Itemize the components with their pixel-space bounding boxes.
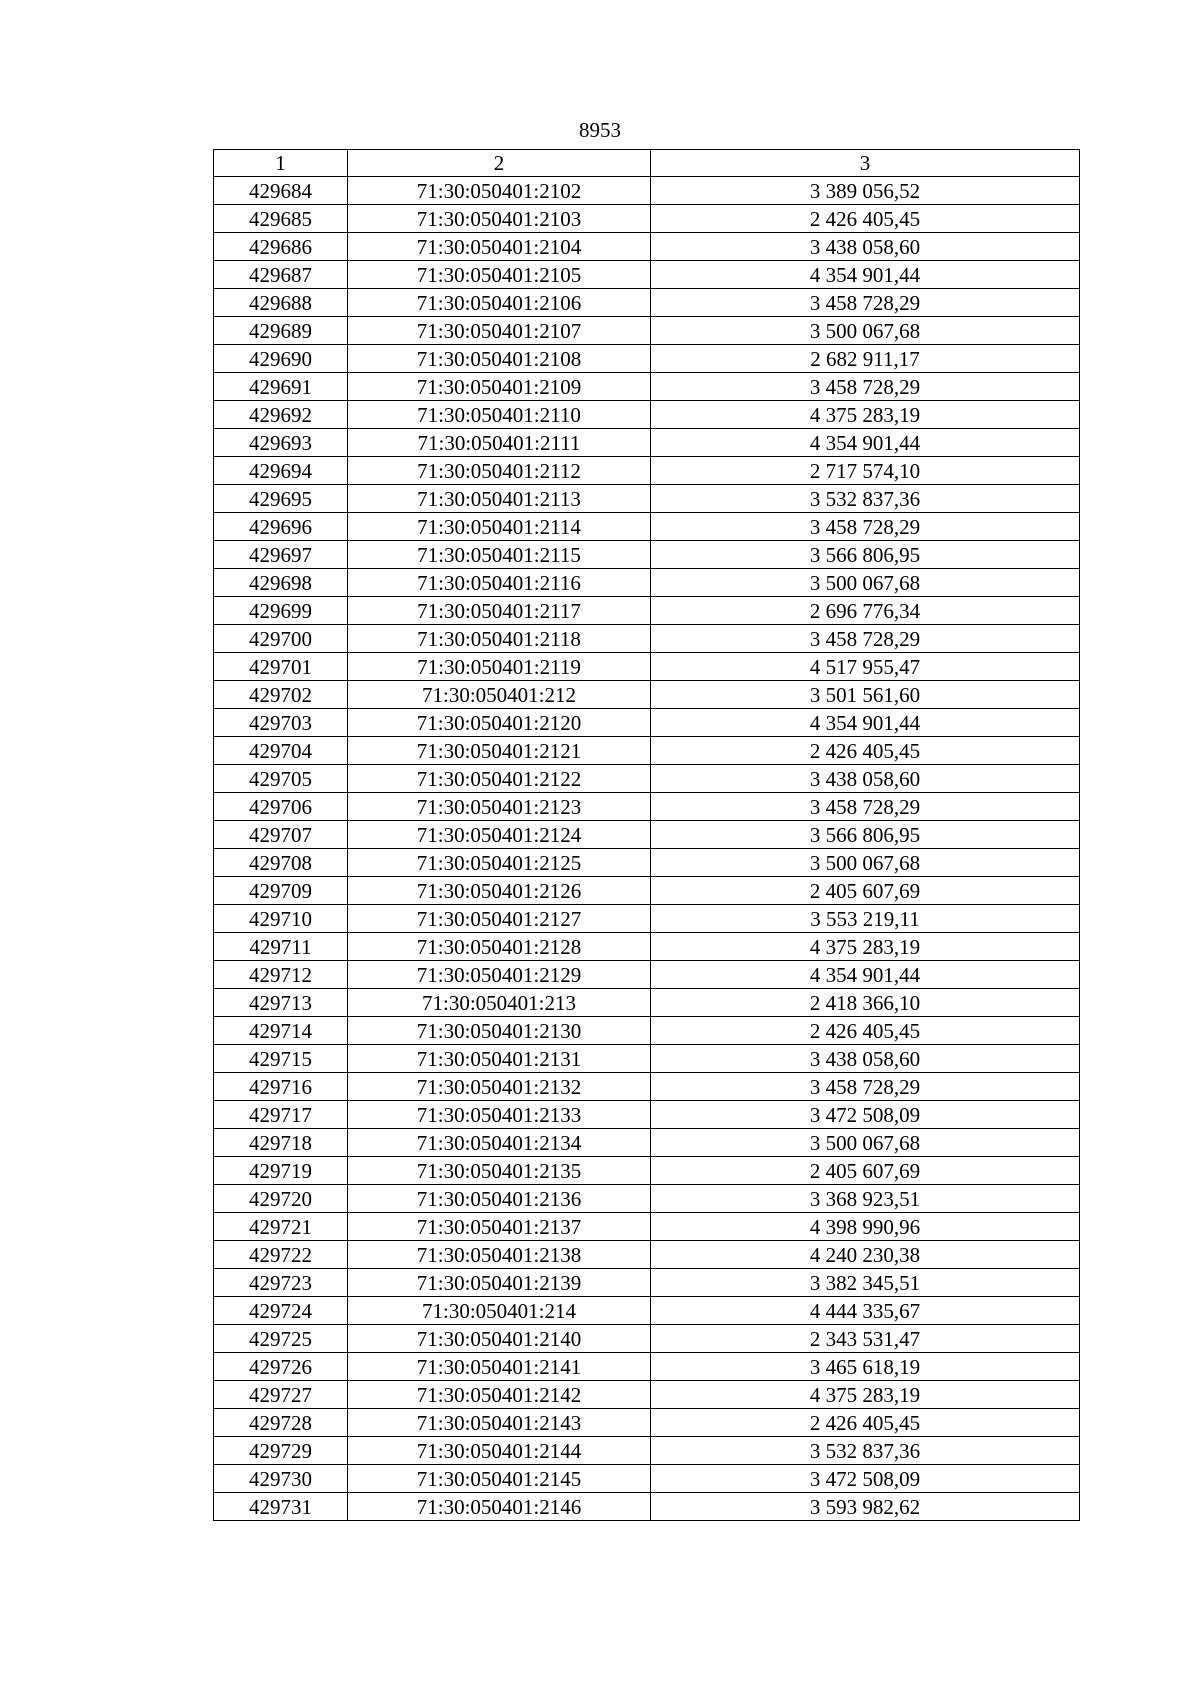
- row-number-cell: 429729: [214, 1437, 348, 1465]
- table-body: [214, 177, 1080, 1521]
- table-row: [214, 849, 1080, 877]
- row-number-cell: 429724: [214, 1297, 348, 1325]
- cadastral-number-cell: 71:30:050401:2131: [348, 1045, 651, 1073]
- cadastral-number-cell: 71:30:050401:2116: [348, 569, 651, 597]
- cadastral-value-cell: 3 458 728,29: [651, 513, 1080, 541]
- cadastral-number-cell: 71:30:050401:2121: [348, 737, 651, 765]
- cadastral-value-cell: 2 405 607,69: [651, 877, 1080, 905]
- table-row: [214, 205, 1080, 233]
- cadastral-number-cell: 71:30:050401:2137: [348, 1213, 651, 1241]
- cadastral-value-cell: 3 389 056,52: [651, 177, 1080, 205]
- table-row: [214, 877, 1080, 905]
- row-number-cell: 429708: [214, 849, 348, 877]
- cadastral-number-cell: 71:30:050401:2120: [348, 709, 651, 737]
- table-row: [214, 513, 1080, 541]
- cadastral-number-cell: 71:30:050401:2133: [348, 1101, 651, 1129]
- row-number-cell: 429723: [214, 1269, 348, 1297]
- table-row: [214, 793, 1080, 821]
- row-number-cell: 429719: [214, 1157, 348, 1185]
- row-number-cell: 429699: [214, 597, 348, 625]
- table-row: [214, 905, 1080, 933]
- cadastral-number-cell: 71:30:050401:2124: [348, 821, 651, 849]
- row-number-cell: 429700: [214, 625, 348, 653]
- cadastral-number-cell: 71:30:050401:2126: [348, 877, 651, 905]
- cadastral-value-cell: 2 426 405,45: [651, 1017, 1080, 1045]
- cadastral-value-cell: 3 438 058,60: [651, 233, 1080, 261]
- table-row: [214, 653, 1080, 681]
- row-number-cell: 429725: [214, 1325, 348, 1353]
- cadastral-value-cell: 3 593 982,62: [651, 1493, 1080, 1521]
- cadastral-number-cell: 71:30:050401:2112: [348, 457, 651, 485]
- cadastral-value-cell: 3 532 837,36: [651, 1437, 1080, 1465]
- column-header-3: 3: [651, 150, 1080, 177]
- row-number-cell: 429686: [214, 233, 348, 261]
- row-number-cell: 429726: [214, 1353, 348, 1381]
- cadastral-number-cell: 71:30:050401:2143: [348, 1409, 651, 1437]
- cadastral-value-cell: 2 682 911,17: [651, 345, 1080, 373]
- cadastral-number-cell: 71:30:050401:2140: [348, 1325, 651, 1353]
- cadastral-value-cell: 3 458 728,29: [651, 793, 1080, 821]
- cadastral-number-cell: 71:30:050401:2138: [348, 1241, 651, 1269]
- cadastral-value-cell: 2 426 405,45: [651, 737, 1080, 765]
- table-row: [214, 681, 1080, 709]
- cadastral-value-cell: 3 500 067,68: [651, 569, 1080, 597]
- row-number-cell: 429685: [214, 205, 348, 233]
- row-number-cell: 429702: [214, 681, 348, 709]
- row-number-cell: 429696: [214, 513, 348, 541]
- cadastral-value-cell: 2 426 405,45: [651, 1409, 1080, 1437]
- table-row: [214, 989, 1080, 1017]
- table-row: [214, 1241, 1080, 1269]
- cadastral-number-cell: 71:30:050401:212: [348, 681, 651, 709]
- row-number-cell: 429688: [214, 289, 348, 317]
- table-row: [214, 765, 1080, 793]
- cadastral-value-cell: 3 532 837,36: [651, 485, 1080, 513]
- cadastral-number-cell: 71:30:050401:2135: [348, 1157, 651, 1185]
- cadastral-value-cell: 4 354 901,44: [651, 261, 1080, 289]
- cadastral-value-cell: 3 438 058,60: [651, 1045, 1080, 1073]
- row-number-cell: 429695: [214, 485, 348, 513]
- row-number-cell: 429693: [214, 429, 348, 457]
- row-number-cell: 429731: [214, 1493, 348, 1521]
- table-row: [214, 1045, 1080, 1073]
- table-row: [214, 961, 1080, 989]
- cadastral-number-cell: 71:30:050401:2130: [348, 1017, 651, 1045]
- row-number-cell: 429728: [214, 1409, 348, 1437]
- cadastral-value-cell: 4 444 335,67: [651, 1297, 1080, 1325]
- table-row: [214, 1493, 1080, 1521]
- row-number-cell: 429712: [214, 961, 348, 989]
- table-row: [214, 1381, 1080, 1409]
- table-row: [214, 1325, 1080, 1353]
- table-row: [214, 261, 1080, 289]
- cadastral-number-cell: 71:30:050401:2113: [348, 485, 651, 513]
- cadastral-value-cell: 3 566 806,95: [651, 541, 1080, 569]
- cadastral-number-cell: 71:30:050401:2129: [348, 961, 651, 989]
- cadastral-value-cell: 3 465 618,19: [651, 1353, 1080, 1381]
- cadastral-value-cell: 3 368 923,51: [651, 1185, 1080, 1213]
- row-number-cell: 429720: [214, 1185, 348, 1213]
- table-row: [214, 345, 1080, 373]
- cadastral-value-cell: 3 458 728,29: [651, 373, 1080, 401]
- row-number-cell: 429701: [214, 653, 348, 681]
- table-header-row: [214, 150, 1080, 177]
- cadastral-number-cell: 71:30:050401:2127: [348, 905, 651, 933]
- row-number-cell: 429711: [214, 933, 348, 961]
- cadastral-number-cell: 71:30:050401:2115: [348, 541, 651, 569]
- cadastral-number-cell: 71:30:050401:2108: [348, 345, 651, 373]
- cadastral-number-cell: 71:30:050401:2102: [348, 177, 651, 205]
- table-row: [214, 1073, 1080, 1101]
- table-row: [214, 933, 1080, 961]
- table-row: [214, 1297, 1080, 1325]
- table-row: [214, 821, 1080, 849]
- cadastral-value-cell: 3 438 058,60: [651, 765, 1080, 793]
- table-row: [214, 569, 1080, 597]
- table-row: [214, 1101, 1080, 1129]
- cadastral-number-cell: 71:30:050401:2119: [348, 653, 651, 681]
- cadastral-value-cell: 3 382 345,51: [651, 1269, 1080, 1297]
- cadastral-value-cell: 3 500 067,68: [651, 317, 1080, 345]
- row-number-cell: 429687: [214, 261, 348, 289]
- table-row: [214, 1213, 1080, 1241]
- table-row: [214, 429, 1080, 457]
- cadastral-number-cell: 71:30:050401:2107: [348, 317, 651, 345]
- cadastral-value-cell: 4 354 901,44: [651, 429, 1080, 457]
- cadastral-value-cell: 4 375 283,19: [651, 933, 1080, 961]
- cadastral-number-cell: 71:30:050401:2128: [348, 933, 651, 961]
- table-row: [214, 177, 1080, 205]
- row-number-cell: 429692: [214, 401, 348, 429]
- cadastral-value-cell: 4 240 230,38: [651, 1241, 1080, 1269]
- table-row: [214, 1465, 1080, 1493]
- cadastral-value-table: [213, 149, 1080, 1521]
- cadastral-value-cell: 2 426 405,45: [651, 205, 1080, 233]
- row-number-cell: 429714: [214, 1017, 348, 1045]
- row-number-cell: 429684: [214, 177, 348, 205]
- column-header-1: 1: [214, 150, 348, 177]
- row-number-cell: 429707: [214, 821, 348, 849]
- table-row: [214, 709, 1080, 737]
- cadastral-number-cell: 71:30:050401:2109: [348, 373, 651, 401]
- table-row: [214, 1017, 1080, 1045]
- cadastral-number-cell: 71:30:050401:2146: [348, 1493, 651, 1521]
- row-number-cell: 429715: [214, 1045, 348, 1073]
- table-row: [214, 1437, 1080, 1465]
- cadastral-number-cell: 71:30:050401:2134: [348, 1129, 651, 1157]
- cadastral-value-cell: 3 553 219,11: [651, 905, 1080, 933]
- column-header-2: 2: [348, 150, 651, 177]
- cadastral-number-cell: 71:30:050401:2145: [348, 1465, 651, 1493]
- cadastral-value-cell: 4 517 955,47: [651, 653, 1080, 681]
- table-row: [214, 1353, 1080, 1381]
- table-row: [214, 1185, 1080, 1213]
- cadastral-number-cell: 71:30:050401:2104: [348, 233, 651, 261]
- cadastral-value-cell: 4 375 283,19: [651, 401, 1080, 429]
- row-number-cell: 429697: [214, 541, 348, 569]
- cadastral-number-cell: 71:30:050401:2139: [348, 1269, 651, 1297]
- row-number-cell: 429698: [214, 569, 348, 597]
- row-number-cell: 429716: [214, 1073, 348, 1101]
- table-row: [214, 317, 1080, 345]
- row-number-cell: 429709: [214, 877, 348, 905]
- row-number-cell: 429722: [214, 1241, 348, 1269]
- table-row: [214, 289, 1080, 317]
- table-row: [214, 373, 1080, 401]
- cadastral-value-cell: 4 375 283,19: [651, 1381, 1080, 1409]
- row-number-cell: 429689: [214, 317, 348, 345]
- cadastral-number-cell: 71:30:050401:2144: [348, 1437, 651, 1465]
- cadastral-value-cell: 3 458 728,29: [651, 1073, 1080, 1101]
- table-row: [214, 737, 1080, 765]
- cadastral-value-cell: 3 566 806,95: [651, 821, 1080, 849]
- cadastral-value-cell: 4 354 901,44: [651, 961, 1080, 989]
- table-row: [214, 485, 1080, 513]
- row-number-cell: 429691: [214, 373, 348, 401]
- row-number-cell: 429710: [214, 905, 348, 933]
- cadastral-number-cell: 71:30:050401:2118: [348, 625, 651, 653]
- cadastral-value-cell: 4 354 901,44: [651, 709, 1080, 737]
- cadastral-number-cell: 71:30:050401:2105: [348, 261, 651, 289]
- cadastral-number-cell: 71:30:050401:2117: [348, 597, 651, 625]
- table-row: [214, 597, 1080, 625]
- table-row: [214, 625, 1080, 653]
- cadastral-number-cell: 71:30:050401:2103: [348, 205, 651, 233]
- cadastral-value-cell: 3 500 067,68: [651, 1129, 1080, 1157]
- cadastral-number-cell: 71:30:050401:2141: [348, 1353, 651, 1381]
- table-row: [214, 1129, 1080, 1157]
- table-row: [214, 541, 1080, 569]
- row-number-cell: 429704: [214, 737, 348, 765]
- cadastral-number-cell: 71:30:050401:2136: [348, 1185, 651, 1213]
- cadastral-value-cell: 2 717 574,10: [651, 457, 1080, 485]
- cadastral-number-cell: 71:30:050401:214: [348, 1297, 651, 1325]
- cadastral-value-cell: 3 501 561,60: [651, 681, 1080, 709]
- row-number-cell: 429721: [214, 1213, 348, 1241]
- cadastral-number-cell: 71:30:050401:2106: [348, 289, 651, 317]
- cadastral-value-cell: 2 696 776,34: [651, 597, 1080, 625]
- cadastral-value-cell: 3 458 728,29: [651, 289, 1080, 317]
- cadastral-number-cell: 71:30:050401:2111: [348, 429, 651, 457]
- row-number-cell: 429706: [214, 793, 348, 821]
- row-number-cell: 429717: [214, 1101, 348, 1129]
- cadastral-number-cell: 71:30:050401:2125: [348, 849, 651, 877]
- row-number-cell: 429730: [214, 1465, 348, 1493]
- cadastral-value-cell: 3 472 508,09: [651, 1101, 1080, 1129]
- cadastral-number-cell: 71:30:050401:2114: [348, 513, 651, 541]
- table-row: [214, 1157, 1080, 1185]
- page-number: 8953: [579, 118, 621, 142]
- cadastral-number-cell: 71:30:050401:2142: [348, 1381, 651, 1409]
- cadastral-number-cell: 71:30:050401:2110: [348, 401, 651, 429]
- row-number-cell: 429690: [214, 345, 348, 373]
- table-row: [214, 1269, 1080, 1297]
- row-number-cell: 429694: [214, 457, 348, 485]
- cadastral-number-cell: 71:30:050401:2122: [348, 765, 651, 793]
- cadastral-number-cell: 71:30:050401:213: [348, 989, 651, 1017]
- row-number-cell: 429718: [214, 1129, 348, 1157]
- row-number-cell: 429727: [214, 1381, 348, 1409]
- cadastral-value-cell: 3 458 728,29: [651, 625, 1080, 653]
- cadastral-number-cell: 71:30:050401:2132: [348, 1073, 651, 1101]
- cadastral-value-cell: 3 500 067,68: [651, 849, 1080, 877]
- cadastral-value-cell: 2 418 366,10: [651, 989, 1080, 1017]
- table-row: [214, 401, 1080, 429]
- cadastral-number-cell: 71:30:050401:2123: [348, 793, 651, 821]
- row-number-cell: 429703: [214, 709, 348, 737]
- table-row: [214, 1409, 1080, 1437]
- cadastral-value-cell: 3 472 508,09: [651, 1465, 1080, 1493]
- row-number-cell: 429713: [214, 989, 348, 1017]
- cadastral-value-cell: 2 405 607,69: [651, 1157, 1080, 1185]
- table-row: [214, 233, 1080, 261]
- cadastral-value-cell: 2 343 531,47: [651, 1325, 1080, 1353]
- row-number-cell: 429705: [214, 765, 348, 793]
- cadastral-value-cell: 4 398 990,96: [651, 1213, 1080, 1241]
- table-row: [214, 457, 1080, 485]
